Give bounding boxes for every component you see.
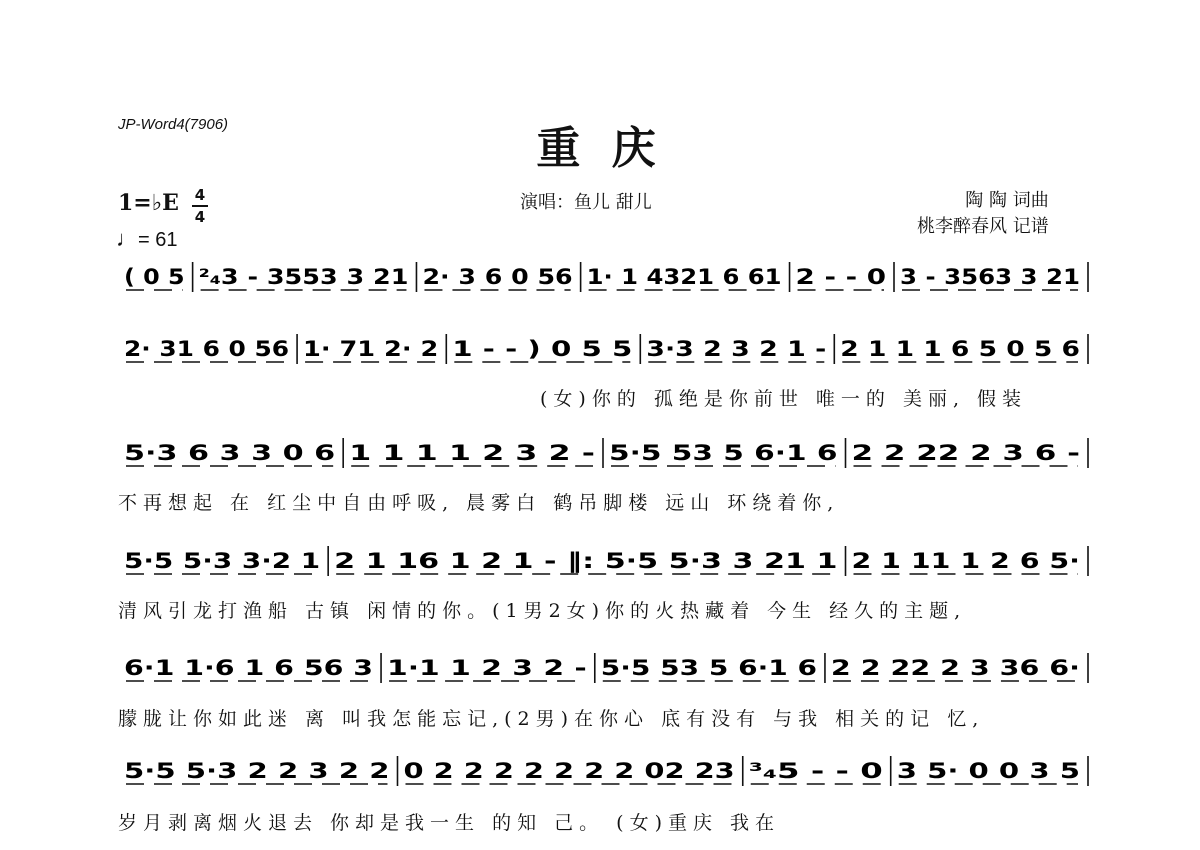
composer-credit: 陶 陶 词曲 — [965, 190, 1049, 211]
measure-text: 2 1 16 1 2 1 - ‖: 5·5 5·3 3 21 1 — [334, 549, 685, 573]
measure-text: 5·5 5·3 3·2 1 — [124, 549, 321, 573]
lyric-line-6: 岁月剥离烟火退去 你却是我一生 的知 己。 (女)重庆 我在 — [118, 812, 781, 834]
measure-text: 2 - - 0 — [795, 265, 886, 289]
measure-text: 2· 31 6 0 56 — [124, 337, 290, 361]
lyric-line-5: 朦胧让你如此迷 离 叫我怎能忘记,(2男)在你心 底有没有 与我 相关的记 忆, — [118, 708, 985, 730]
software-label: JP-Word4(7906) — [118, 116, 229, 133]
measure-text: ³₄5 - - 0 — [748, 759, 883, 783]
measure-text: 1 1 1 1 2 3 2 - — [349, 441, 595, 465]
time-signature-top: 4 — [194, 186, 206, 204]
measure-text: ( 0 5 — [124, 265, 185, 289]
key-signature: 1=♭E — [118, 190, 179, 216]
measure-text: 1· 71 2· 2 — [303, 337, 439, 361]
measure-text: 2 1 1 1 6 5 0 5 6 — [840, 337, 1080, 361]
measure-text: 1 - - ) 0 5 5 — [452, 337, 633, 361]
measure-text: 6·1 1·6 1 6 56 3 — [124, 656, 374, 680]
transcriber-credit: 桃李醉春风 记谱 — [917, 216, 1049, 237]
measure-text: 5·5 53 5 6·1 6 — [600, 656, 817, 680]
measure-text: 5·5 53 5 6·1 6 — [609, 441, 838, 465]
quarter-note-icon: ♩ — [116, 226, 138, 251]
measure-text: 3 - 3563 3 21 — [900, 265, 1080, 289]
lyric-line-4: 清风引龙打渔船 古镇 闲情的你。(1男2女)你的火热藏着 今生 经久的主题, — [118, 600, 967, 622]
singer-credit: 演唱：鱼儿 甜儿 — [520, 192, 652, 213]
measure-text: 2 1 11 1 2 6 5· — [851, 549, 1080, 573]
measure-text: 2· 3 6 0 56 — [422, 265, 573, 289]
measure-text: 2 2 22 2 3 6 - — [851, 441, 1080, 465]
notation-line-4 — [124, 546, 1088, 576]
measure-text: 1· 1 4321 6 61 — [586, 265, 782, 289]
notation-line-1 — [124, 262, 1088, 292]
lyric-line-3: 不再想起 在 红尘中自由呼吸, 晨雾白 鹤吊脚楼 远山 环绕着你, — [118, 492, 840, 514]
measure-text: 1·1 1 2 3 2 - — [387, 656, 587, 680]
measure-text: 3 5· 0 0 3 5 — [896, 759, 1080, 783]
song-title-text: 重 庆 — [536, 123, 664, 174]
measure-text: 2 2 22 2 3 36 6· — [830, 656, 1080, 680]
time-signature-bottom: 4 — [194, 208, 206, 226]
notation-line-2 — [124, 334, 1088, 364]
measure-text: 3·3 2 3 2 1 - — [646, 337, 827, 361]
notation-line-5 — [124, 653, 1088, 683]
measure-text: 5·3 6 3 3 0 6 — [124, 441, 336, 465]
measure-text: ²₄3 - 3553 3 21 — [198, 265, 409, 289]
notation-line-6 — [124, 756, 1088, 786]
measure-text: 5·5 5·3 2 2 3 2 2 — [124, 759, 390, 783]
notation-line-3 — [124, 438, 1088, 468]
tempo-value: = 61 — [138, 229, 178, 251]
measure-text: 0 2 2 2 2 2 2 2 02 23 — [403, 759, 735, 783]
lyric-line-2: (女)你的 孤绝是你前世 唯一的 美丽, 假装 — [540, 388, 1028, 410]
